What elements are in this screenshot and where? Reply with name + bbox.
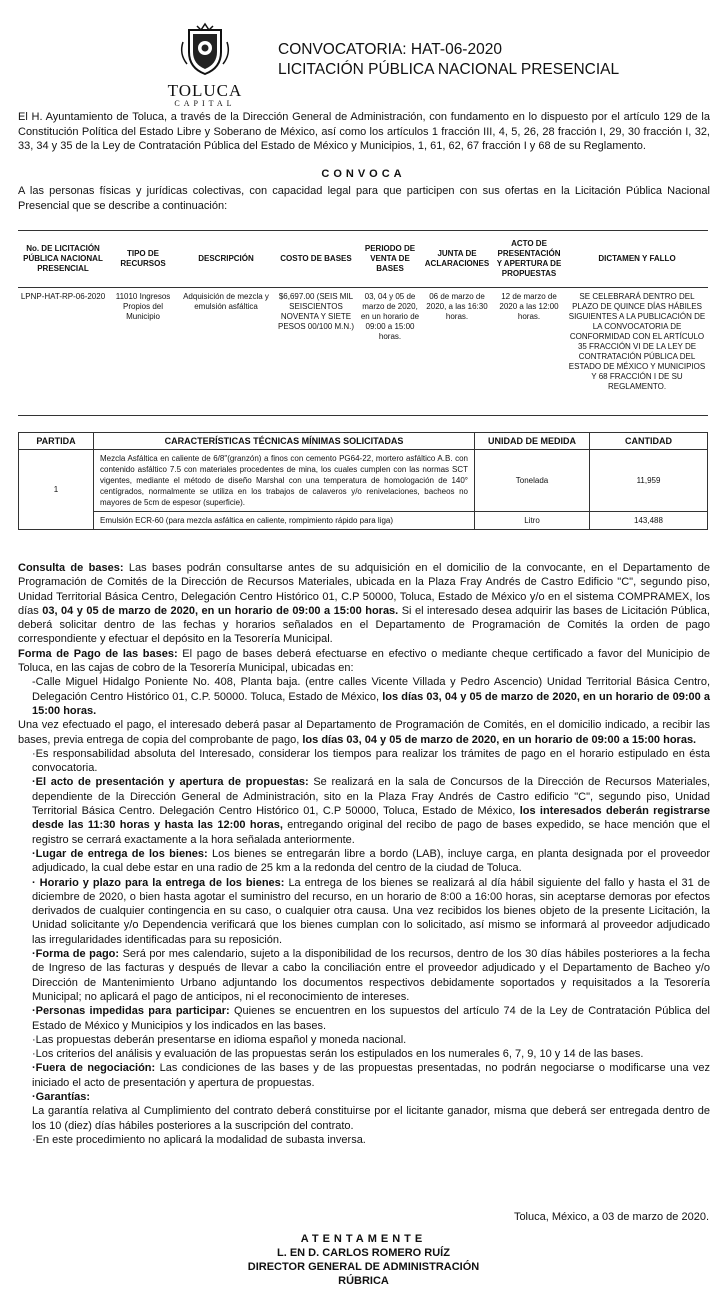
consulta-label: Consulta de bases: bbox=[18, 562, 124, 574]
partidas-table bbox=[18, 432, 708, 530]
signature-block bbox=[0, 1232, 727, 1288]
header-cell: DICTAMEN Y FALLO bbox=[566, 231, 708, 288]
table-row bbox=[18, 288, 708, 416]
subasta-paragraph: ·En este procedimiento no aplicará la modalidad de subasta inversa. bbox=[32, 1133, 366, 1146]
forma-pago-paragraph bbox=[18, 947, 710, 1004]
convoca-paragraph: A las personas físicas y jurídicas colectivas, con capacidad legal para que participen con sus ofertas en la Licitación Pública Nacional Presencial que se describe a continuación: bbox=[18, 185, 710, 212]
table-cell: 143,488 bbox=[590, 512, 708, 530]
lugar-label: ·Lugar de entrega de los bienes: bbox=[32, 847, 208, 860]
forma-text: El pago de bases deberá efectuarse en efectivo o mediante cheque certificado a favor del Municipio de Toluca, en las cajas de cobro de la Tesorería Municipal, ubicadas en: bbox=[18, 647, 710, 675]
acto-bold: los interesados deberán registrarse desde las 11:30 horas y hasta las 12:00 horas, bbox=[32, 805, 711, 832]
table-cell: Emulsión ECR-60 (para mezcla asfáltica en caliente, rompimiento rápido para liga) bbox=[94, 512, 475, 530]
header-cell: ACTO DE PRESENTACIÓN Y APERTURA DE PROPUESTAS bbox=[492, 231, 566, 288]
horario-label: · Horario y plazo para la entrega de los bienes: bbox=[32, 876, 285, 889]
header-cell: JUNTA DE ACLARACIONES bbox=[422, 231, 492, 288]
header-cell: COSTO DE BASES bbox=[274, 231, 358, 288]
title-line-2: LICITACIÓN PÚBLICA NACIONAL PRESENCIAL bbox=[278, 61, 620, 78]
criterios-paragraph: ·Los criterios del análisis y evaluación de las propuestas serán los estipulados en los numerales 6, 7, 9, 10 y 14 de las bases. bbox=[32, 1048, 644, 1061]
responsabilidad-paragraph: ·Es responsabilidad absoluta del Interesado, considerar los tiempos para realizar los trámites de pago en el horario estipulado en ésta convocatoria. bbox=[32, 747, 710, 775]
body-text bbox=[18, 561, 710, 1147]
table-cell: 06 de marzo de 2020, a las 16:30 horas. bbox=[426, 292, 488, 321]
acto-label: ·El acto de presentación y apertura de propuestas: bbox=[32, 776, 309, 789]
rubrica: RÚBRICA bbox=[338, 1275, 389, 1287]
table-cell: SE CELEBRARÁ DENTRO DEL PLAZO DE QUINCE DÍAS HÁBILES SIGUIENTES A LA PUBLICACIÓN DE LA CONVOCATORIA DE CONFORMIDAD CON EL ARTÍCULO 35 FRACCIÓN VI DE LA LEY DE CONTRATACIÓN PÚBLICA DEL ESTADO DE MÉXICO Y MUNICIPIOS Y 68 FRACCIÓN I DE SU REGLAMENTO. bbox=[568, 292, 706, 391]
intro-paragraph: El H. Ayuntamiento de Toluca, a través de la Dirección General de Administración, con fundamento en lo dispuesto por el artículo 129 de la Constitución Política del Estado Libre y Soberano de México, así como los artículos 1 fracción III, 4, 5, 26, 28 fracción I, 29, 30 fracción I, 32, 33, 34 y 35 de la Ley de Contratación Pública del Estado de México y Municipios, 1, 61, 62, 67 fracción I y 68 de su Reglamento. bbox=[18, 111, 710, 152]
logo-name: TOLUCA bbox=[167, 81, 243, 100]
table-cell: 11010 Ingresos Propios del Municipio bbox=[115, 292, 171, 321]
header-cell: PERIODO DE VENTA DE BASES bbox=[358, 231, 422, 288]
fuera-paragraph bbox=[18, 1061, 710, 1090]
signer-position: DIRECTOR GENERAL DE ADMINISTRACIÓN bbox=[247, 1261, 480, 1273]
table-header-row bbox=[19, 433, 708, 450]
table-cell: Tonelada bbox=[475, 450, 590, 512]
calle-text: -Calle Miguel Hidalgo Poniente No. 408, Planta baja. (entre calles Vicente Villada y Pedro Ascencio) Unidad Territorial Básica Centro, Delegación Centro Histórico 01, C.P. 50000. Toluca, Estado de México, bbox=[32, 676, 710, 703]
table-cell: Mezcla Asfáltica en caliente de 6/8"(granzón) a finos con cemento PG64-22, mortero asfáltico A.B. con contenido asfáltico 7.5 con materiales procedentes de mina, los cuales cumplen con las normas SCT vigentes, mediante el método de diseño Marshal con una temperatura de homologación de 140° centígrados, normalmente se utiliza en los trabajos de calaveros y/o renivelaciones, bacheos no mayores de 5cm de espesor (superficie). bbox=[94, 450, 475, 512]
table-cell: 11,959 bbox=[590, 450, 708, 512]
table-cell: LPNP-HAT-RP-06-2020 bbox=[20, 292, 106, 301]
header-cell: PARTIDA bbox=[19, 433, 94, 450]
header-cell: CARACTERÍSTICAS TÉCNICAS MÍNIMAS SOLICITADAS bbox=[94, 433, 475, 450]
city-date: Toluca, México, a 03 de marzo de 2020. bbox=[513, 1211, 709, 1223]
forma-pago-text: Será por mes calendario, sujeto a la disponibilidad de los recursos, dentro de los 30 días hábiles posteriores a la fecha de Ingreso de las facturas y después de llevar a cabo la conciliación entre el proveedor adjudicado y el Departamento de Bacheo y/o Dirección de Mantenimiento Urbano adjuntando los documentos respectivos debidamente soportados y requisitados a la Tesorería Municipal; no aplicará el pago de anticipos, ni el reconocimiento de intereses. bbox=[32, 948, 711, 1003]
forma-pago-label: ·Forma de pago: bbox=[32, 948, 120, 961]
table-cell: 12 de marzo de 2020 a las 12:00 horas. bbox=[499, 292, 559, 321]
header-cell: TIPO DE RECURSOS bbox=[108, 231, 178, 288]
lugar-paragraph bbox=[18, 847, 710, 876]
lugar-text: Los bienes se entregarán libre a bordo (LAB), incluye carga, en planta designada por el proveedor adjudicado, la cual debe estar en una radio de 25 km a la redonda del centro de la ciudad de Toluca. bbox=[32, 847, 710, 875]
header-cell: DESCRIPCIÓN bbox=[178, 231, 274, 288]
toluca-crest-icon bbox=[177, 22, 233, 78]
garantia-paragraph: La garantía relativa al Cumplimiento del contrato deberá constituirse por el licitante ganador, misma que deberá ser entregada dentro de los 10 (diez) días hábiles posteriores a la suscripción del contrato. bbox=[32, 1105, 710, 1132]
acto-paragraph bbox=[18, 775, 710, 846]
personas-label: ·Personas impedidas para participar: bbox=[32, 1005, 230, 1018]
licitacion-table bbox=[18, 230, 708, 416]
header-cell: CANTIDAD bbox=[590, 433, 708, 450]
convoca-heading: CONVOCA bbox=[321, 168, 406, 180]
vez-text: Una vez efectuado el pago, el interesado deberá pasar al Departamento de Programación de Comités, en el domicilio indicado, a recibir las bases, previa entrega de copia del comprobante de pago, bbox=[18, 719, 710, 746]
table-row bbox=[19, 450, 708, 512]
horario-text: La entrega de los bienes se realizará al día hábil siguiente del fallo y hasta el 31 de diciembre de 2020, o bien hasta agotar el suministro del recurso, en un horario de 8:00 a 16:00 horas, sin aceptarse demoras por efectos derivados de cualquier contingencia en su caso, o cualquier otra causa. Una vez recibidos los bienes objeto de la presente Licitación, la Unidad solicitante y/o Dependencia verificará que los bienes cumplan con lo solicitado, así mismo se informará al proveedor adjudicado las irregularidades identificadas para su reposición. bbox=[32, 876, 710, 946]
acto-text-2: entregando original del recibo de pago de bases expedido, se hace mención que el registro se cerrará exactamente a la hora señalada anteriormente. bbox=[32, 819, 711, 846]
idioma-paragraph: ·Las propuestas deberán presentarse en idioma español y moneda nacional. bbox=[32, 1033, 407, 1046]
toluca-logo bbox=[150, 22, 260, 108]
vez-bold: los días 03, 04 y 05 de marzo de 2020, en un horario de 09:00 a 15:00 horas. bbox=[302, 733, 697, 746]
vez-paragraph bbox=[18, 718, 710, 747]
header-cell: No. DE LICITACIÓN PÚBLICA NACIONAL PRESENCIAL bbox=[18, 231, 108, 288]
page-title bbox=[278, 40, 619, 80]
forma-label: Forma de Pago de las bases: bbox=[18, 647, 178, 660]
forma-paragraph bbox=[18, 647, 710, 676]
calle-paragraph bbox=[18, 675, 710, 718]
title-line-1: CONVOCATORIA: HAT-06-2020 bbox=[278, 41, 502, 58]
fuera-label: ·Fuera de negociación: bbox=[32, 1062, 156, 1075]
table-cell: 03, 04 y 05 de marzo de 2020, en un horario de 09:00 a 15:00 horas. bbox=[360, 292, 420, 341]
consulta-text: Las bases podrán consultarse antes de su adquisición en el domicilio de la convocante, en el Departamento de Programación de Comités de la Dirección de Recursos Materiales, ubicada en la Plaza Fray Andrés de Castro Edificio "C", segundo piso, Unidad Territorial Básica Centro, Delegación Centro Histórico 01, C.P 50000, Toluca, Estado de México y/o en el sistema COMPRAMEX, los días bbox=[18, 562, 711, 617]
table-cell: Litro bbox=[475, 512, 590, 530]
personas-text: Quienes se encuentren en los supuestos del artículo 74 de la Ley de Contratación Pública del Estado de México y Municipios y los indicados en las bases. bbox=[32, 1005, 710, 1032]
calle-bold: los días 03, 04 y 05 de marzo de 2020, en un horario de 09:00 a 15:00 horas. bbox=[32, 690, 710, 717]
table-cell: 1 bbox=[19, 450, 94, 530]
garantias-label: ·Garantías: bbox=[32, 1090, 91, 1103]
fuera-text: Las condiciones de las bases y de las propuestas presentadas, no podrán negociarse o modificarse una vez iniciado el acto de presentación y apertura de propuestas. bbox=[32, 1062, 710, 1089]
table-cell: $6,697.00 (SEIS MIL SEISCIENTOS NOVENTA Y SIETE PESOS 00/100 M.N.) bbox=[277, 292, 355, 331]
acto-text: Se realizará en la sala de Concursos de la Dirección de Recursos Materiales, dependiente de la Dirección General de Administración, sito en la Plaza Fray Andrés de Castro edificio "C", segundo piso, Unidad Territorial Básica Centro. Delegación Centro Histórico 01, C.P 50000, Toluca, Estado de México, bbox=[32, 776, 710, 818]
logo-subtitle: CAPITAL bbox=[174, 99, 236, 108]
atentamente: ATENTAMENTE bbox=[300, 1233, 427, 1245]
table-header-row bbox=[18, 231, 708, 288]
personas-paragraph bbox=[18, 1004, 710, 1033]
consulta-text-2: Si el interesado desea adquirir las bases de Licitación Pública, deberá solicitar dentro de las fechas y horarios señalados en el Departamento de Programación de Comités la orden de pago correspondiente y efectuar el depósito en la Tesorería Municipal. bbox=[18, 604, 710, 646]
table-cell: Adquisición de mezcla y emulsión asfáltica bbox=[183, 292, 269, 311]
header-cell: UNIDAD DE MEDIDA bbox=[475, 433, 590, 450]
signer-name: L. EN D. CARLOS ROMERO RUÍZ bbox=[277, 1247, 450, 1259]
horario-paragraph bbox=[18, 876, 710, 947]
consulta-bold: 03, 04 y 05 de marzo de 2020, en un horario de 09:00 a 15:00 horas. bbox=[42, 604, 399, 617]
table-row bbox=[19, 512, 708, 530]
consulta-paragraph bbox=[18, 561, 710, 647]
garantias-heading bbox=[18, 1090, 710, 1104]
